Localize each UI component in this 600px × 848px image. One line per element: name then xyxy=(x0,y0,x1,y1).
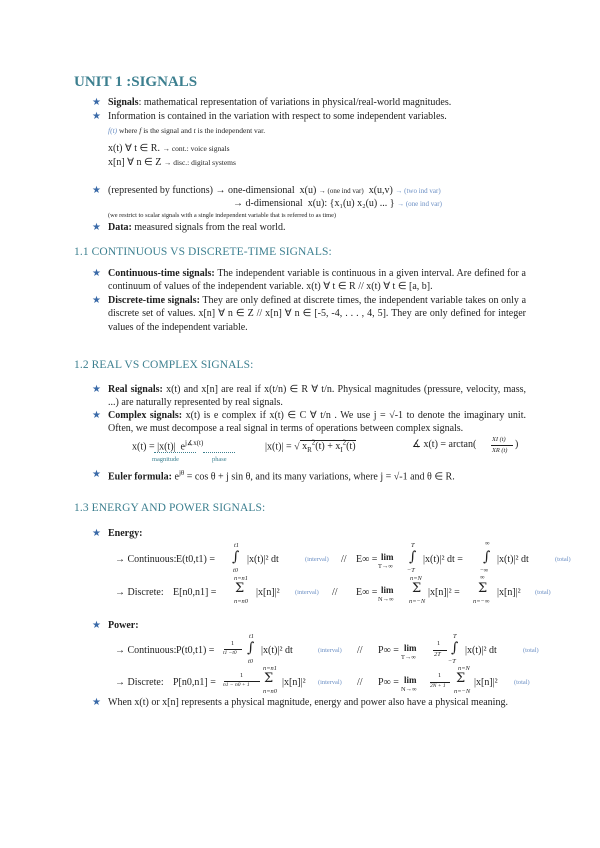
separator: // xyxy=(341,554,347,565)
sum-upper-N: n=N xyxy=(458,665,470,672)
bullet-star-icon: ★ xyxy=(92,268,101,279)
section-1-3-title: 1.3 ENERGY AND POWER SIGNALS: xyxy=(74,502,266,514)
bullet-star-icon: ★ xyxy=(92,222,101,233)
total-note: (total) xyxy=(555,556,571,563)
total-note: (total) xyxy=(523,647,539,654)
sum-icon: Σ xyxy=(235,581,245,596)
separator: // xyxy=(332,587,338,598)
bullet-euler: Euler formula: $e^{j\theta} = \cos \theta + j$ sin θ, and its many variations, where j = √-1 and θ ∈ R. xyxy=(108,469,455,483)
lim-sub-T: T→∞ xyxy=(378,563,393,570)
phase-underline xyxy=(203,452,235,453)
separator: // xyxy=(357,645,363,656)
sum-upper-N: n=N xyxy=(410,575,422,582)
restrict-note: (we restrict to scalar signals with a single independent variable that is referred to as time) xyxy=(108,212,337,219)
interval-note: (interval) xyxy=(318,679,342,686)
int-upper-inf: ∞ xyxy=(485,540,490,547)
sum-icon: Σ xyxy=(456,671,466,686)
energy-discrete-body: |x[n]|² xyxy=(256,587,280,598)
angle-close: ) xyxy=(515,439,519,450)
bullet-star-icon: ★ xyxy=(92,697,101,708)
power-continuous-lhs: P(t0,t1) = xyxy=(176,645,215,656)
sum-upper-n1: n=n1 xyxy=(234,575,248,582)
bullet-star-icon: ★ xyxy=(92,528,101,539)
int-lower-minus-T: −T xyxy=(448,658,456,665)
e-inf-disc-body: |x[n]|² = xyxy=(428,587,460,598)
int-upper-T: T xyxy=(453,633,457,640)
e-inf-end: |x(t)|² dt xyxy=(497,554,529,565)
sum-icon: Σ xyxy=(478,581,488,596)
sum-icon: Σ xyxy=(412,581,422,596)
p-frac-den: t1 −t0 xyxy=(223,650,237,656)
p-inf-disc-lhs: P∞ = xyxy=(378,677,399,688)
unit-title: UNIT 1 :SIGNALS xyxy=(74,74,198,90)
int-upper-T: T xyxy=(411,542,415,549)
int-lower-t0: t0 xyxy=(233,567,238,574)
p-inf-body: |x(t)|² dt xyxy=(465,645,497,656)
bullet-physical-meaning: When x(t) or x[n] represents a physical magnitude, energy and power also have a physical meaning. xyxy=(108,697,508,708)
bullet-star-icon: ★ xyxy=(92,620,101,631)
p-inf-lhs: P∞ = xyxy=(378,645,399,656)
p-inf-frac-num: 1 xyxy=(437,640,441,647)
angle-numerator: XI (t) xyxy=(492,436,506,443)
bullet-signals: Signals: mathematical representation of variations in physical/real-world magnitudes. xyxy=(108,97,452,108)
integral-icon: ∫ xyxy=(451,640,459,656)
bullet-star-icon: ★ xyxy=(92,410,101,421)
pd-inf-frac-den: 2N + 1 xyxy=(430,683,446,689)
bullet-represented: (represented by functions) → one-dimensional x(u) → (one ind var) x(u,v) → (two ind var) xyxy=(108,185,441,196)
total-note: (total) xyxy=(514,679,530,686)
lim-label: lim xyxy=(381,552,394,562)
sum-lower-n0: n=n0 xyxy=(234,598,248,605)
f-note: f(t) where f is the signal and t is the independent var. xyxy=(108,126,266,135)
abs-formula: |x(t)| = √ $x_R^2(t) + x_I^2(t)$ xyxy=(265,439,356,455)
interval-note: (interval) xyxy=(295,589,319,596)
power-discrete-lhs: P[n0,n1] = xyxy=(173,677,216,688)
phase-label: phase xyxy=(212,456,227,463)
polar-form: x(t) = |x(t)| $e^{j∡x(t)}$ xyxy=(132,439,204,453)
xt-expression: x(t) ∀ t ∈ R. → cont.: voice signals xyxy=(108,143,230,154)
energy-continuous-body: |x(t)|² dt xyxy=(247,554,279,565)
separator: // xyxy=(357,677,363,688)
sum-upper-n1: n=n1 xyxy=(263,665,277,672)
lim-sub-N: N→∞ xyxy=(401,686,417,693)
p-inf-disc-body: |x[n]|² xyxy=(474,677,498,688)
int-upper-t1: t1 xyxy=(249,633,254,640)
energy-label: Energy: xyxy=(108,528,143,539)
pd-frac-den: n1 − n0 + 1 xyxy=(223,682,250,688)
integral-icon: ∫ xyxy=(247,640,255,656)
int-upper-t1: t1 xyxy=(234,542,239,549)
lim-sub-N: N→∞ xyxy=(378,596,394,603)
lim-label: lim xyxy=(404,675,417,685)
lim-label: lim xyxy=(404,643,417,653)
energy-continuous-lhs: E(t0,t1) = xyxy=(176,554,215,565)
pd-inf-frac-num: 1 xyxy=(438,672,442,679)
pd-frac-num: 1 xyxy=(240,672,244,679)
xn-expression: x[n] ∀ n ∈ Z → disc.: digital systems xyxy=(108,157,236,168)
bullet-continuous-time: Continuous-time signals: The independent variable is continuous in a given interval. Are defined for a continuum of values of the independent variable. x(t) ∀ t ∈ R // x(t) ∀ t ∈ [a, b]. xyxy=(108,268,526,293)
sum-lower-minus-N: n=−N xyxy=(454,688,471,695)
section-1-2-title: 1.2 REAL VS COMPLEX SIGNALS: xyxy=(74,359,254,371)
integral-icon: ∫ xyxy=(409,549,417,565)
bullet-complex-signals: Complex signals: x(t) is e complex if x(t) ∈ C ∀ t/n . We use j = √-1 to denote the imaginary unit. Often, we must decompose a real signal in terms of operations between complex signals. xyxy=(108,410,526,435)
lim-sub-T: T→∞ xyxy=(401,654,416,661)
bullet-star-icon: ★ xyxy=(92,111,101,122)
angle-fraction-line xyxy=(491,445,513,446)
power-discrete-label: → Discrete: xyxy=(115,677,164,688)
d-dimensional-line: → d-dimensional x(u): {x₁(u) x₂(u) ... } → (one ind var) xyxy=(233,198,442,209)
energy-discrete-label: → Discrete: xyxy=(115,587,164,598)
bullet-real-signals: Real signals: x(t) and x[n] are real if x(t/n) ∈ R ∀ t/n. Physical magnitudes (pressure, velocity, mass, ...) are naturally represented by real signals. xyxy=(108,384,526,409)
sum-lower-minus-N: n=−N xyxy=(409,598,426,605)
magnitude-label: magnitude xyxy=(152,456,179,463)
energy-continuous-label: → Continuous: xyxy=(115,554,177,565)
power-discrete-body: |x[n]|² xyxy=(282,677,306,688)
interval-note: (interval) xyxy=(305,556,329,563)
bullet-star-icon: ★ xyxy=(92,469,101,480)
integral-icon: ∫ xyxy=(232,549,240,565)
lim-label: lim xyxy=(381,585,394,595)
total-note: (total) xyxy=(535,589,551,596)
sum-lower-minus-inf: n=−∞ xyxy=(473,598,490,605)
energy-discrete-lhs: E[n0,n1] = xyxy=(173,587,217,598)
integral-icon: ∫ xyxy=(483,549,491,565)
angle-formula: ∡ x(t) = arctan( xyxy=(412,439,477,450)
e-inf-disc-lhs: E∞ = xyxy=(356,587,378,598)
bullet-information: Information is contained in the variation with respect to some independent variables. xyxy=(108,111,447,122)
e-inf-disc-end: |x[n]|² xyxy=(497,587,521,598)
bullet-star-icon: ★ xyxy=(92,185,101,196)
section-1-1-title: 1.1 CONTINUOUS VS DISCRETE-TIME SIGNALS: xyxy=(74,246,332,258)
power-continuous-body: |x(t)|² dt xyxy=(261,645,293,656)
sum-icon: Σ xyxy=(264,671,274,686)
angle-denominator: XR (t) xyxy=(492,447,508,454)
p-inf-frac-den: 2T xyxy=(434,651,441,658)
sum-upper-inf: ∞ xyxy=(480,574,485,581)
e-inf-body: |x(t)|² dt = xyxy=(423,554,463,565)
bullet-discrete-time: Discrete-time signals: They are only defined at discrete times, the independent variable takes on only a discrete set of values. x[n] ∀ n ∈ Z // x[n] ∀ n ∈ [-5, -4, . . . , 4, 5]. They are only defined for integer values of the independent variable. xyxy=(108,295,527,333)
interval-note: (interval) xyxy=(318,647,342,654)
bullet-star-icon: ★ xyxy=(92,384,101,395)
bullet-data: Data: measured signals from the real world. xyxy=(108,222,286,233)
magnitude-underline xyxy=(154,452,196,453)
power-continuous-label: → Continuous: xyxy=(115,645,177,656)
int-lower-minus-inf: −∞ xyxy=(480,567,489,574)
int-lower-t0: t0 xyxy=(248,658,253,665)
bullet-star-icon: ★ xyxy=(92,97,101,108)
power-label: Power: xyxy=(108,620,139,631)
int-lower-minus-T: −T xyxy=(407,567,415,574)
bullet-star-icon: ★ xyxy=(92,295,101,306)
e-inf-lhs: E∞ = xyxy=(356,554,378,565)
sum-lower-n0: n=n0 xyxy=(263,688,277,695)
p-frac-num: 1 xyxy=(231,640,235,647)
